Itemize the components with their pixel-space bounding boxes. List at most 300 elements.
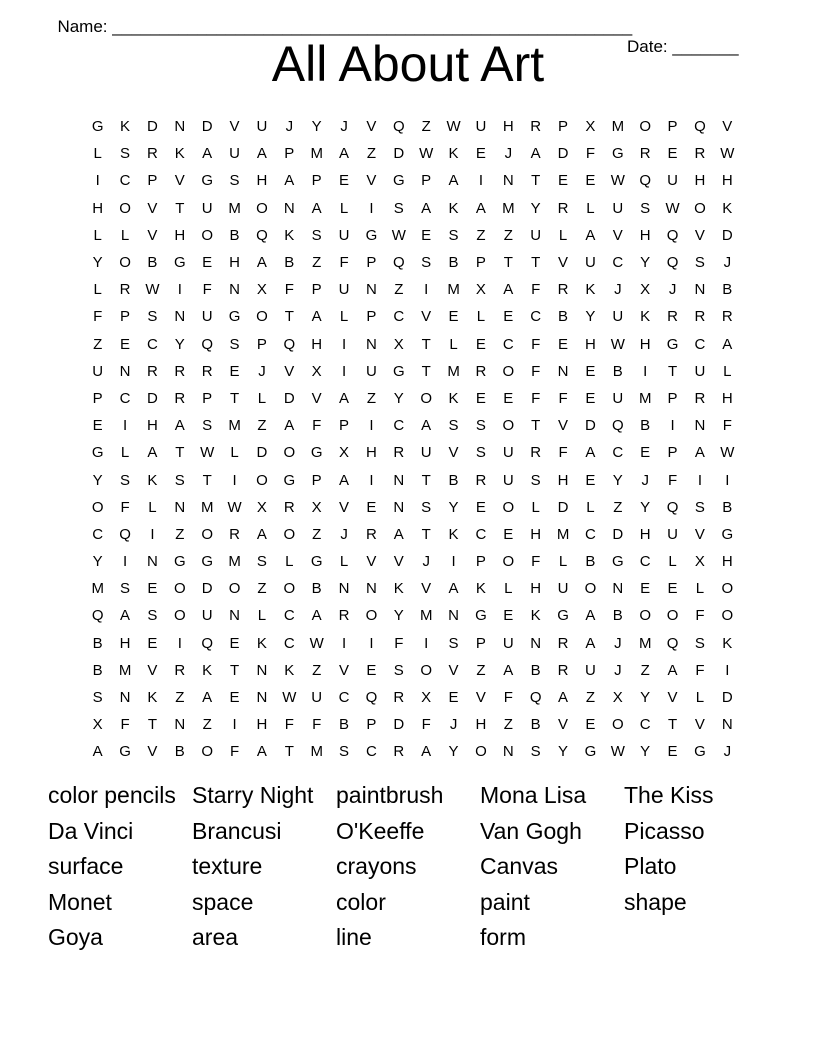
grid-letter: U (612, 389, 624, 407)
word-bank-item: Van Gogh (480, 817, 582, 844)
grid-letter: H (557, 471, 569, 489)
grid-letter: Q (365, 689, 378, 707)
grid-letter: R (229, 525, 240, 543)
grid-letter: S (202, 417, 213, 435)
grid-row (84, 412, 741, 439)
grid-letter: V (284, 362, 295, 380)
grid-letter: N (393, 498, 405, 516)
grid-letter: A (585, 607, 596, 625)
grid-letter: N (256, 661, 268, 679)
grid-letter: R (694, 308, 706, 326)
grid-letter: F (695, 607, 705, 625)
word-bank-item: line (336, 924, 372, 951)
grid-letter: B (229, 226, 240, 244)
grid-letter: T (229, 389, 240, 407)
grid-letter: E (585, 471, 596, 489)
grid-letter: M (638, 389, 652, 407)
grid-letter: M (310, 145, 323, 163)
grid-letter: P (256, 335, 267, 353)
grid-letter: T (531, 172, 541, 190)
grid-letter: Y (92, 254, 103, 272)
grid-letter: C (502, 335, 514, 353)
grid-letter: R (147, 145, 158, 163)
grid-letter: K (147, 471, 158, 489)
grid-letter: A (694, 444, 705, 462)
grid-letter: N (256, 689, 268, 707)
grid-letter: T (284, 308, 294, 326)
grid-letter: J (422, 553, 430, 571)
grid-letter: U (338, 226, 350, 244)
grid-letter: N (530, 634, 542, 652)
grid-letter: U (229, 145, 240, 163)
grid-letter: Z (257, 580, 267, 598)
grid-letter: A (339, 389, 350, 407)
grid-letter: G (173, 254, 186, 272)
grid-letter: Q (611, 417, 624, 435)
grid-row (84, 140, 741, 167)
grid-letter: T (147, 716, 158, 734)
grid-letter: Z (613, 498, 623, 516)
grid-letter: P (147, 172, 158, 190)
word-bank-item: Canvas (480, 853, 558, 880)
grid-row (84, 331, 741, 358)
grid-letter: W (145, 281, 160, 299)
grid-letter: K (120, 118, 131, 136)
grid-letter: V (612, 226, 623, 244)
grid-letter: R (393, 444, 405, 462)
grid-letter: R (530, 118, 542, 136)
grid-letter: K (256, 634, 267, 652)
grid-letter: A (339, 145, 350, 163)
grid-letter: C (612, 254, 624, 272)
grid-letter: D (256, 444, 268, 462)
grid-letter: U (585, 254, 596, 272)
grid-letter: V (421, 308, 432, 326)
grid-letter: W (720, 145, 735, 163)
grid-letter: Q (201, 335, 214, 353)
grid-letter: L (586, 498, 595, 516)
grid-letter: C (147, 335, 158, 353)
grid-letter: S (640, 199, 651, 217)
grid-letter: J (258, 362, 266, 380)
grid-letter: I (697, 471, 703, 489)
grid-letter: O (611, 716, 624, 734)
grid-letter: E (558, 172, 569, 190)
grid-letter: R (639, 145, 651, 163)
grid-letter: W (419, 145, 434, 163)
grid-letter: L (93, 281, 102, 299)
grid-letter: E (339, 172, 350, 190)
grid-letter: W (665, 199, 680, 217)
grid-letter: I (369, 634, 374, 652)
grid-letter: E (640, 580, 651, 598)
grid-letter: A (256, 145, 267, 163)
grid-row (84, 167, 741, 194)
grid-letter: E (147, 580, 158, 598)
grid-letter: C (338, 689, 350, 707)
grid-letter: Q (529, 689, 542, 707)
grid-letter: O (91, 498, 104, 516)
word-bank-item: Plato (624, 853, 677, 880)
grid-letter: P (311, 281, 322, 299)
grid-letter: R (475, 471, 487, 489)
grid-letter: Z (202, 716, 212, 734)
grid-letter: E (503, 525, 514, 543)
grid-letter: P (366, 254, 377, 272)
grid-letter: T (667, 362, 678, 380)
grid-letter: R (119, 281, 131, 299)
grid-letter: S (694, 634, 705, 652)
grid-letter: R (174, 389, 186, 407)
grid-letter: A (256, 525, 267, 543)
grid-letter: F (120, 498, 130, 516)
grid-row (84, 276, 741, 303)
grid-letter: G (228, 308, 241, 326)
grid-letter: S (421, 498, 432, 516)
grid-letter: K (174, 145, 185, 163)
grid-letter: E (147, 634, 158, 652)
grid-letter: O (256, 199, 268, 217)
grid-letter: Y (640, 498, 651, 516)
grid-letter: N (338, 580, 350, 598)
grid-letter: T (175, 199, 185, 217)
grid-letter: H (639, 335, 651, 353)
grid-letter: V (722, 118, 733, 136)
grid-letter: C (366, 743, 377, 761)
grid-letter: B (612, 362, 623, 380)
grid-letter: L (723, 362, 732, 380)
grid-letter: I (150, 525, 155, 543)
grid-letter: I (341, 362, 347, 380)
grid-letter: K (448, 389, 459, 407)
grid-letter: O (639, 607, 652, 625)
grid-letter: G (557, 607, 569, 625)
grid-letter: P (366, 716, 377, 734)
grid-letter: M (638, 634, 652, 652)
grid-letter: Z (312, 525, 322, 543)
grid-letter: E (229, 689, 240, 707)
grid-letter: X (475, 281, 486, 299)
grid-letter: L (257, 607, 267, 625)
grid-letter: K (202, 661, 213, 679)
grid-row (84, 249, 741, 276)
grid-letter: W (200, 444, 215, 462)
grid-letter: A (421, 199, 432, 217)
grid-letter: A (475, 199, 486, 217)
grid-letter: Q (694, 118, 706, 136)
grid-letter: H (530, 525, 542, 543)
grid-letter: S (694, 254, 705, 272)
grid-letter: O (502, 417, 515, 435)
grid-letter: V (558, 254, 569, 272)
grid-letter: P (311, 471, 322, 489)
grid-letter: W (610, 335, 625, 353)
grid-letter: H (721, 172, 733, 190)
grid-letter: V (147, 226, 158, 244)
grid-letter: C (612, 444, 624, 462)
grid-letter: U (557, 580, 569, 598)
grid-letter: J (340, 525, 348, 543)
word-bank-item: Picasso (624, 817, 705, 844)
grid-letter: B (612, 607, 623, 625)
grid-letter: G (584, 743, 597, 761)
grid-letter: T (421, 335, 431, 353)
grid-letter: V (558, 716, 569, 734)
grid-letter: N (229, 607, 240, 625)
grid-letter: F (722, 417, 732, 435)
grid-letter: F (284, 281, 294, 299)
grid-row (84, 630, 741, 657)
grid-letter: Y (530, 199, 541, 217)
grid-letter: I (122, 553, 128, 571)
grid-letter: Y (393, 607, 404, 625)
grid-letter: B (558, 308, 569, 326)
grid-letter: G (365, 226, 378, 244)
grid-letter: J (723, 254, 732, 272)
grid-letter: O (256, 308, 268, 326)
grid-letter: S (120, 580, 131, 598)
grid-letter: V (448, 661, 459, 679)
grid-letter: I (725, 471, 730, 489)
grid-letter: I (341, 634, 347, 652)
grid-letter: A (174, 417, 185, 435)
grid-letter: J (285, 118, 294, 136)
grid-letter: I (122, 417, 128, 435)
grid-letter: U (502, 634, 514, 652)
letter-grid (84, 113, 741, 766)
grid-letter: N (366, 281, 377, 299)
grid-letter: A (120, 607, 131, 625)
grid-letter: E (585, 362, 596, 380)
grid-letter: H (92, 199, 104, 217)
word-bank-item: color (336, 888, 386, 915)
grid-letter: R (694, 389, 706, 407)
grid-row (84, 684, 741, 711)
grid-letter: F (531, 362, 541, 380)
word-bank (48, 778, 768, 956)
grid-letter: D (393, 145, 405, 163)
grid-letter: X (311, 362, 322, 380)
grid-letter: U (256, 118, 268, 136)
grid-letter: Y (448, 743, 459, 761)
grid-letter: N (393, 471, 405, 489)
grid-letter: E (503, 308, 514, 326)
grid-letter: A (667, 661, 678, 679)
grid-letter: O (721, 580, 734, 598)
grid-letter: N (502, 172, 514, 190)
grid-letter: T (531, 254, 541, 272)
grid-letter: H (256, 172, 268, 190)
grid-letter: B (311, 580, 322, 598)
grid-letter: P (558, 118, 569, 136)
word-bank-item: form (480, 924, 526, 951)
grid-letter: O (365, 607, 378, 625)
grid-letter: E (92, 417, 103, 435)
grid-letter: U (612, 199, 624, 217)
grid-letter: A (147, 444, 158, 462)
grid-letter: F (312, 716, 322, 734)
grid-letter: D (201, 580, 213, 598)
grid-letter: F (394, 634, 404, 652)
grid-letter: C (585, 525, 596, 543)
grid-letter: S (229, 172, 240, 190)
grid-letter: U (612, 308, 624, 326)
grid-letter: H (721, 553, 733, 571)
grid-letter: A (503, 661, 514, 679)
grid-letter: O (420, 661, 433, 679)
grid-letter: A (421, 417, 432, 435)
grid-letter: E (120, 335, 131, 353)
grid-letter: Y (585, 308, 596, 326)
grid-letter: L (695, 689, 705, 707)
grid-row (84, 439, 741, 466)
grid-letter: L (120, 226, 130, 244)
grid-letter: S (448, 417, 459, 435)
grid-letter: T (421, 471, 431, 489)
grid-letter: A (393, 525, 404, 543)
grid-letter: R (393, 689, 405, 707)
grid-letter: Q (639, 172, 652, 190)
grid-letter: G (119, 743, 131, 761)
grid-letter: J (723, 743, 732, 761)
grid-letter: M (228, 199, 241, 217)
grid-letter: T (229, 661, 240, 679)
grid-letter: Y (640, 743, 651, 761)
grid-letter: A (339, 471, 350, 489)
word-bank-item: surface (48, 853, 124, 880)
grid-letter: Y (92, 471, 103, 489)
grid-letter: C (694, 335, 706, 353)
grid-letter: G (392, 362, 405, 380)
grid-letter: V (694, 226, 705, 244)
grid-letter: X (311, 498, 322, 516)
grid-letter: M (556, 525, 570, 543)
grid-letter: P (667, 444, 678, 462)
grid-letter: D (393, 716, 405, 734)
grid-letter: A (448, 580, 459, 598)
grid-letter: A (530, 145, 541, 163)
grid-letter: C (92, 525, 104, 543)
grid-letter: L (120, 444, 130, 462)
grid-letter: I (424, 281, 429, 299)
grid-letter: O (173, 607, 186, 625)
grid-letter: L (339, 199, 349, 217)
date-field-label: Date: _______ (627, 37, 739, 56)
grid-letter: H (639, 226, 651, 244)
grid-letter: O (502, 498, 515, 516)
grid-letter: A (202, 689, 213, 707)
grid-letter: U (530, 226, 542, 244)
grid-letter: G (392, 172, 405, 190)
grid-letter: X (640, 281, 651, 299)
grid-letter: U (338, 281, 350, 299)
grid-letter: G (310, 444, 323, 462)
grid-letter: U (201, 199, 213, 217)
grid-letter: V (694, 525, 705, 543)
grid-letter: F (667, 471, 678, 489)
grid-letter: K (722, 634, 733, 652)
grid-letter: F (503, 689, 513, 707)
grid-letter: A (311, 607, 322, 625)
grid-letter: A (284, 417, 295, 435)
grid-letter: V (475, 689, 486, 707)
grid-letter: G (91, 444, 104, 462)
grid-letter: E (475, 335, 486, 353)
grid-letter: A (311, 308, 322, 326)
grid-letter: D (147, 118, 158, 136)
grid-letter: H (530, 580, 542, 598)
grid-letter: F (229, 743, 240, 761)
grid-letter: M (611, 118, 625, 136)
grid-letter: P (667, 389, 678, 407)
grid-letter: G (611, 145, 624, 163)
grid-letter: Z (421, 118, 431, 136)
grid-letter: V (339, 661, 350, 679)
grid-letter: H (585, 335, 596, 353)
grid-letter: F (312, 417, 322, 435)
grid-letter: O (201, 743, 214, 761)
word-bank-item: space (192, 888, 254, 915)
grid-letter: Q (91, 607, 104, 625)
grid-row (84, 711, 741, 738)
grid-letter: N (694, 281, 706, 299)
grid-letter: R (201, 362, 213, 380)
grid-letter: S (339, 743, 350, 761)
grid-letter: H (502, 118, 514, 136)
grid-letter: F (421, 716, 431, 734)
grid-letter: R (338, 607, 350, 625)
grid-letter: V (366, 172, 377, 190)
grid-letter: F (284, 716, 294, 734)
grid-letter: A (585, 444, 596, 462)
grid-letter: E (667, 145, 678, 163)
grid-letter: Z (476, 661, 486, 679)
grid-letter: P (421, 172, 432, 190)
grid-letter: K (448, 525, 459, 543)
grid-letter: H (229, 254, 240, 272)
grid-letter: V (366, 118, 377, 136)
word-bank-item: Mona Lisa (480, 782, 587, 808)
grid-letter: F (558, 444, 568, 462)
grid-letter: K (393, 580, 404, 598)
grid-letter: O (639, 118, 652, 136)
word-bank-item: paintbrush (336, 782, 444, 808)
grid-row (84, 385, 741, 412)
grid-letter: D (283, 389, 295, 407)
grid-letter: H (311, 335, 323, 353)
grid-letter: A (92, 743, 103, 761)
grid-letter: Q (119, 525, 131, 543)
grid-letter: R (475, 362, 487, 380)
grid-letter: B (92, 634, 103, 652)
grid-letter: K (448, 145, 459, 163)
grid-letter: S (256, 553, 267, 571)
grid-letter: E (558, 335, 569, 353)
grid-letter: J (614, 281, 622, 299)
grid-letter: T (175, 444, 185, 462)
grid-letter: I (177, 634, 182, 652)
grid-letter: J (641, 471, 649, 489)
grid-letter: M (447, 281, 460, 299)
grid-letter: U (502, 471, 514, 489)
grid-letter: Q (392, 118, 405, 136)
grid-letter: N (119, 689, 131, 707)
grid-letter: X (339, 444, 350, 462)
grid-letter: Y (174, 335, 185, 353)
grid-row (84, 494, 741, 521)
grid-letter: V (147, 661, 158, 679)
grid-letter: N (448, 607, 459, 625)
